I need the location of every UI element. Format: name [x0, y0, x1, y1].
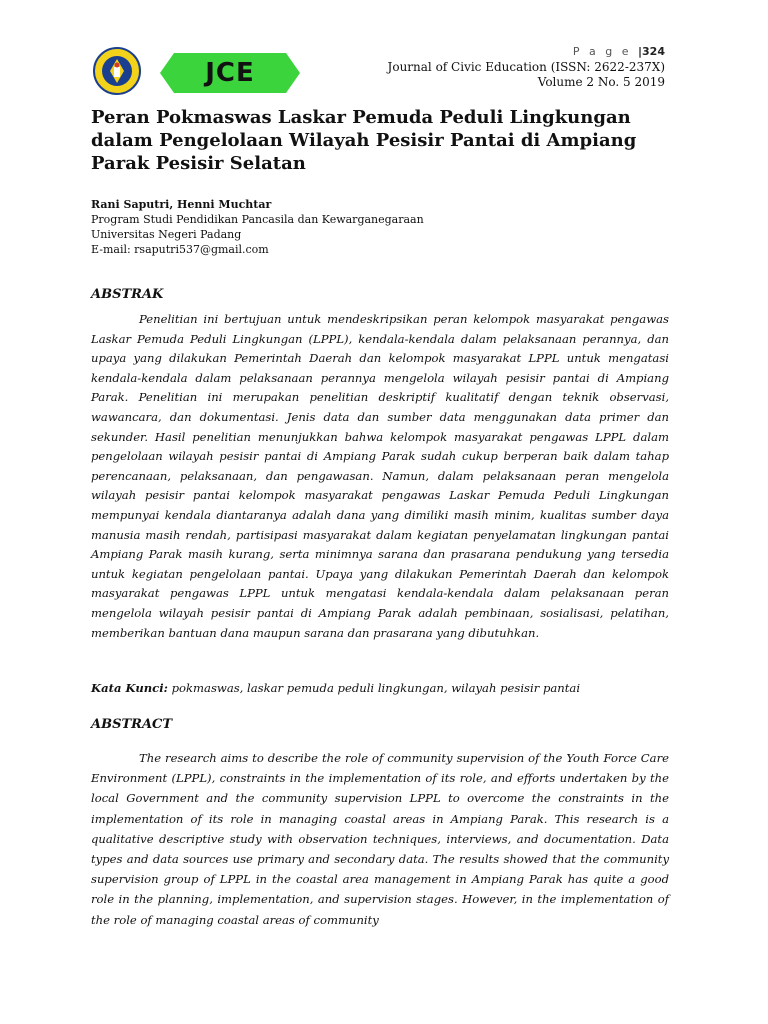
- unp-logo-icon: [93, 47, 141, 95]
- keywords-line: [91, 681, 681, 695]
- abstract-body: The research aims to describe the role of community supervision of the Youth Force Care Environment (LPPL), constraints in the implementation of its role, and efforts undertaken by the local Government and the community supervision LPPL to overcome the constraints in the implementation of its role in managing coastal areas in Ampiang Parak. This research is a qualitative descriptive study with observation techniques, interviews, and documentation. Data types and data sources use primary and secondary data. The results showed that the community supervision group of LPPL in the coastal area management in Ampiang Parak has quite a good role in the planning, implementation, and supervision stages. However, in the implementation of the role of managing coastal areas of community: [91, 751, 669, 927]
- author-names: Rani Saputri, Henni Muchtar: [91, 198, 272, 211]
- abstract-heading: ABSTRACT: [91, 717, 173, 732]
- page-header: [0, 0, 768, 100]
- affiliation-program: Program Studi Pendidikan Pancasila dan Kewarganegaraan: [91, 213, 424, 226]
- journal-volume: Volume 2 No. 5 2019: [537, 75, 665, 89]
- affiliation-university: Universitas Negeri Padang: [91, 228, 242, 241]
- page-label: P a g e: [572, 45, 632, 58]
- keywords-label: Kata Kunci:: [91, 681, 168, 695]
- abstrak-heading: ABSTRAK: [91, 287, 164, 302]
- author-email: E-mail: rsaputri537@gmail.com: [91, 243, 269, 256]
- author-block: [91, 197, 681, 257]
- journal-name: Journal of Civic Education (ISSN: 2622-237X): [387, 60, 665, 74]
- jce-logo: [160, 53, 300, 93]
- article-title: Peran Pokmaswas Laskar Pemuda Peduli Lingkungan dalam Pengelolaan Wilayah Pesisir Pantai di Ampiang Parak Pesisir Selatan: [91, 107, 637, 174]
- jce-logo-text: JCE: [205, 58, 255, 88]
- page-number-line: [573, 45, 665, 58]
- keywords-text: pokmaswas, laskar pemuda peduli lingkungan, wilayah pesisir pantai: [171, 681, 581, 695]
- abstrak-body: Penelitian ini bertujuan untuk mendeskripsikan peran kelompok masyarakat pengawas Laskar Pemuda Peduli Lingkungan (LPPL), kendala-kendala dalam pelaksanaan perannya, dan upaya yang dilakukan Pemerintah Daerah dan kelompok masyarakat LPPL untuk mengatasi kendala-kendala dalam pelaksanaan perannya mengelola wilayah pesisir pantai di Ampiang Parak. Penelitian ini merupakan penelitian deskriptif kualitatif dengan teknik observasi, wawancara, dan dokumentasi. Jenis data dan sumber data menggunakan data primer dan sekunder. Hasil penelitian menunjukkan bahwa kelompok masyarakat pengawas LPPL dalam pengelolaan wilayah pesisir pantai di Ampiang Parak sudah cukup berperan baik dalam tahap perencanaan, pelaksanaan, dan pengawasan. Namun, dalam pelaksanaan peran mengelola wilayah pesisir pantai kelompok masyarakat pengawas Laskar Pemuda Peduli Lingkungan mempunyai kendala diantaranya adalah dana yang dimiliki masih minim, kualitas sumber daya manusia masih rendah, partisipasi masyarakat dalam kegiatan penyelamatan lingkungan pantai Ampiang Parak masih kurang, serta minimnya sarana dan prasarana pendukung yang tersedia untuk kegiatan pengelolaan pantai. Upaya yang dilakukan Pemerintah Daerah dan kelompok masyarakat pengawas LPPL untuk mengatasi kendala-kendala dalam pelaksanaan peran mengelola wilayah pesisir pantai di Ampiang Parak adalah pembinaan, sosialisasi, pelatihan, memberikan bantuan dana maupun sarana dan prasarana yang dibutuhkan.: [91, 312, 669, 640]
- journal-info: [388, 60, 665, 90]
- page-number: |324: [638, 45, 665, 58]
